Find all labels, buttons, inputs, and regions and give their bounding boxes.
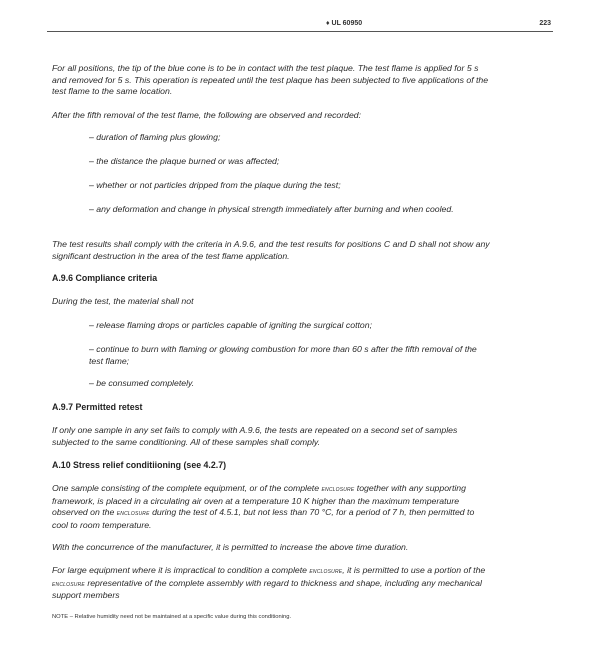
paragraph-time-duration: With the concurrence of the manufacturer, it is permitted to increase the above time duration. — [52, 542, 409, 552]
paragraph-observations-intro: After the fifth removal of the test flame, the following are observed and recorded: — [52, 110, 362, 120]
defined-term: enclosure — [52, 580, 85, 588]
heading-compliance-criteria: A.9.6 Compliance criteria — [52, 273, 158, 283]
defined-term: enclosure — [309, 568, 343, 575]
paragraph-during-test: During the test, the material shall not — [52, 296, 194, 306]
defined-term: enclosure — [321, 486, 355, 493]
list-item: – the distance the plaque burned or was affected; — [89, 156, 280, 166]
heading-stress-relief: A.10 Stress relief conditiioning (see 4.2.7) — [52, 460, 227, 470]
list-item: – duration of flaming plus glowing; — [89, 132, 221, 142]
header-rule — [47, 31, 553, 32]
paragraph-test-procedure: For all positions, the tip of the blue cone is to be in contact with the test plaque. The test flame is applied for 5 s and removed for 5 s. This operation is repeated until the test plaque has been subjected to five applications of the test flame to the same location. — [52, 63, 489, 96]
list-item: – be consumed completely. — [89, 378, 195, 388]
running-header: ♦ UL 60950 — [326, 20, 363, 27]
list-item: – release flaming drops or particles capable of igniting the surgical cotton; — [89, 320, 372, 330]
paragraph-test-results: The test results shall comply with the criteria in A.9.6, and the test results for positions C and D shall not show any significant destruction in the area of the test flame application. — [52, 239, 490, 261]
list-item: – continue to burn with flaming or glowing combustion for more than 60 s after the fifth removal of the test flame; — [89, 344, 477, 366]
paragraph-retest: If only one sample in any set fails to comply with A.9.6, the tests are repeated on a second set of samples subjected to the same conditioning. All of these samples shall comply. — [52, 425, 458, 447]
defined-term: enclosure — [116, 510, 150, 517]
list-item: – whether or not particles dripped from the plaque during the test; — [89, 180, 341, 190]
list-item: – any deformation and change in physical strength immediately after burning and when cooled. — [89, 204, 454, 214]
heading-permitted-retest: A.9.7 Permitted retest — [52, 402, 143, 412]
paragraph-stress-relief-sample: One sample consisting of the complete equipment, or of the complete enclosure together with any supporting framework, is placed in a circulating air oven at a temperature 10 K higher than the maximum temperature observed on the enclosure during the test of 4.5.1, but not less than 70 °C, for a period of 7 h, then permitted to cool to room temperature. — [52, 483, 475, 530]
note: NOTE – Relative humidity need not be maintained at a specific value during this conditioning. — [52, 614, 292, 620]
page-number: 223 — [539, 20, 551, 27]
paragraph-large-equipment: For large equipment where it is impractical to condition a complete enclosure, it is permitted to use a portion of the enclosure representative of the complete assembly with regard to thickness and shape, including any mechanical support members — [52, 565, 486, 600]
